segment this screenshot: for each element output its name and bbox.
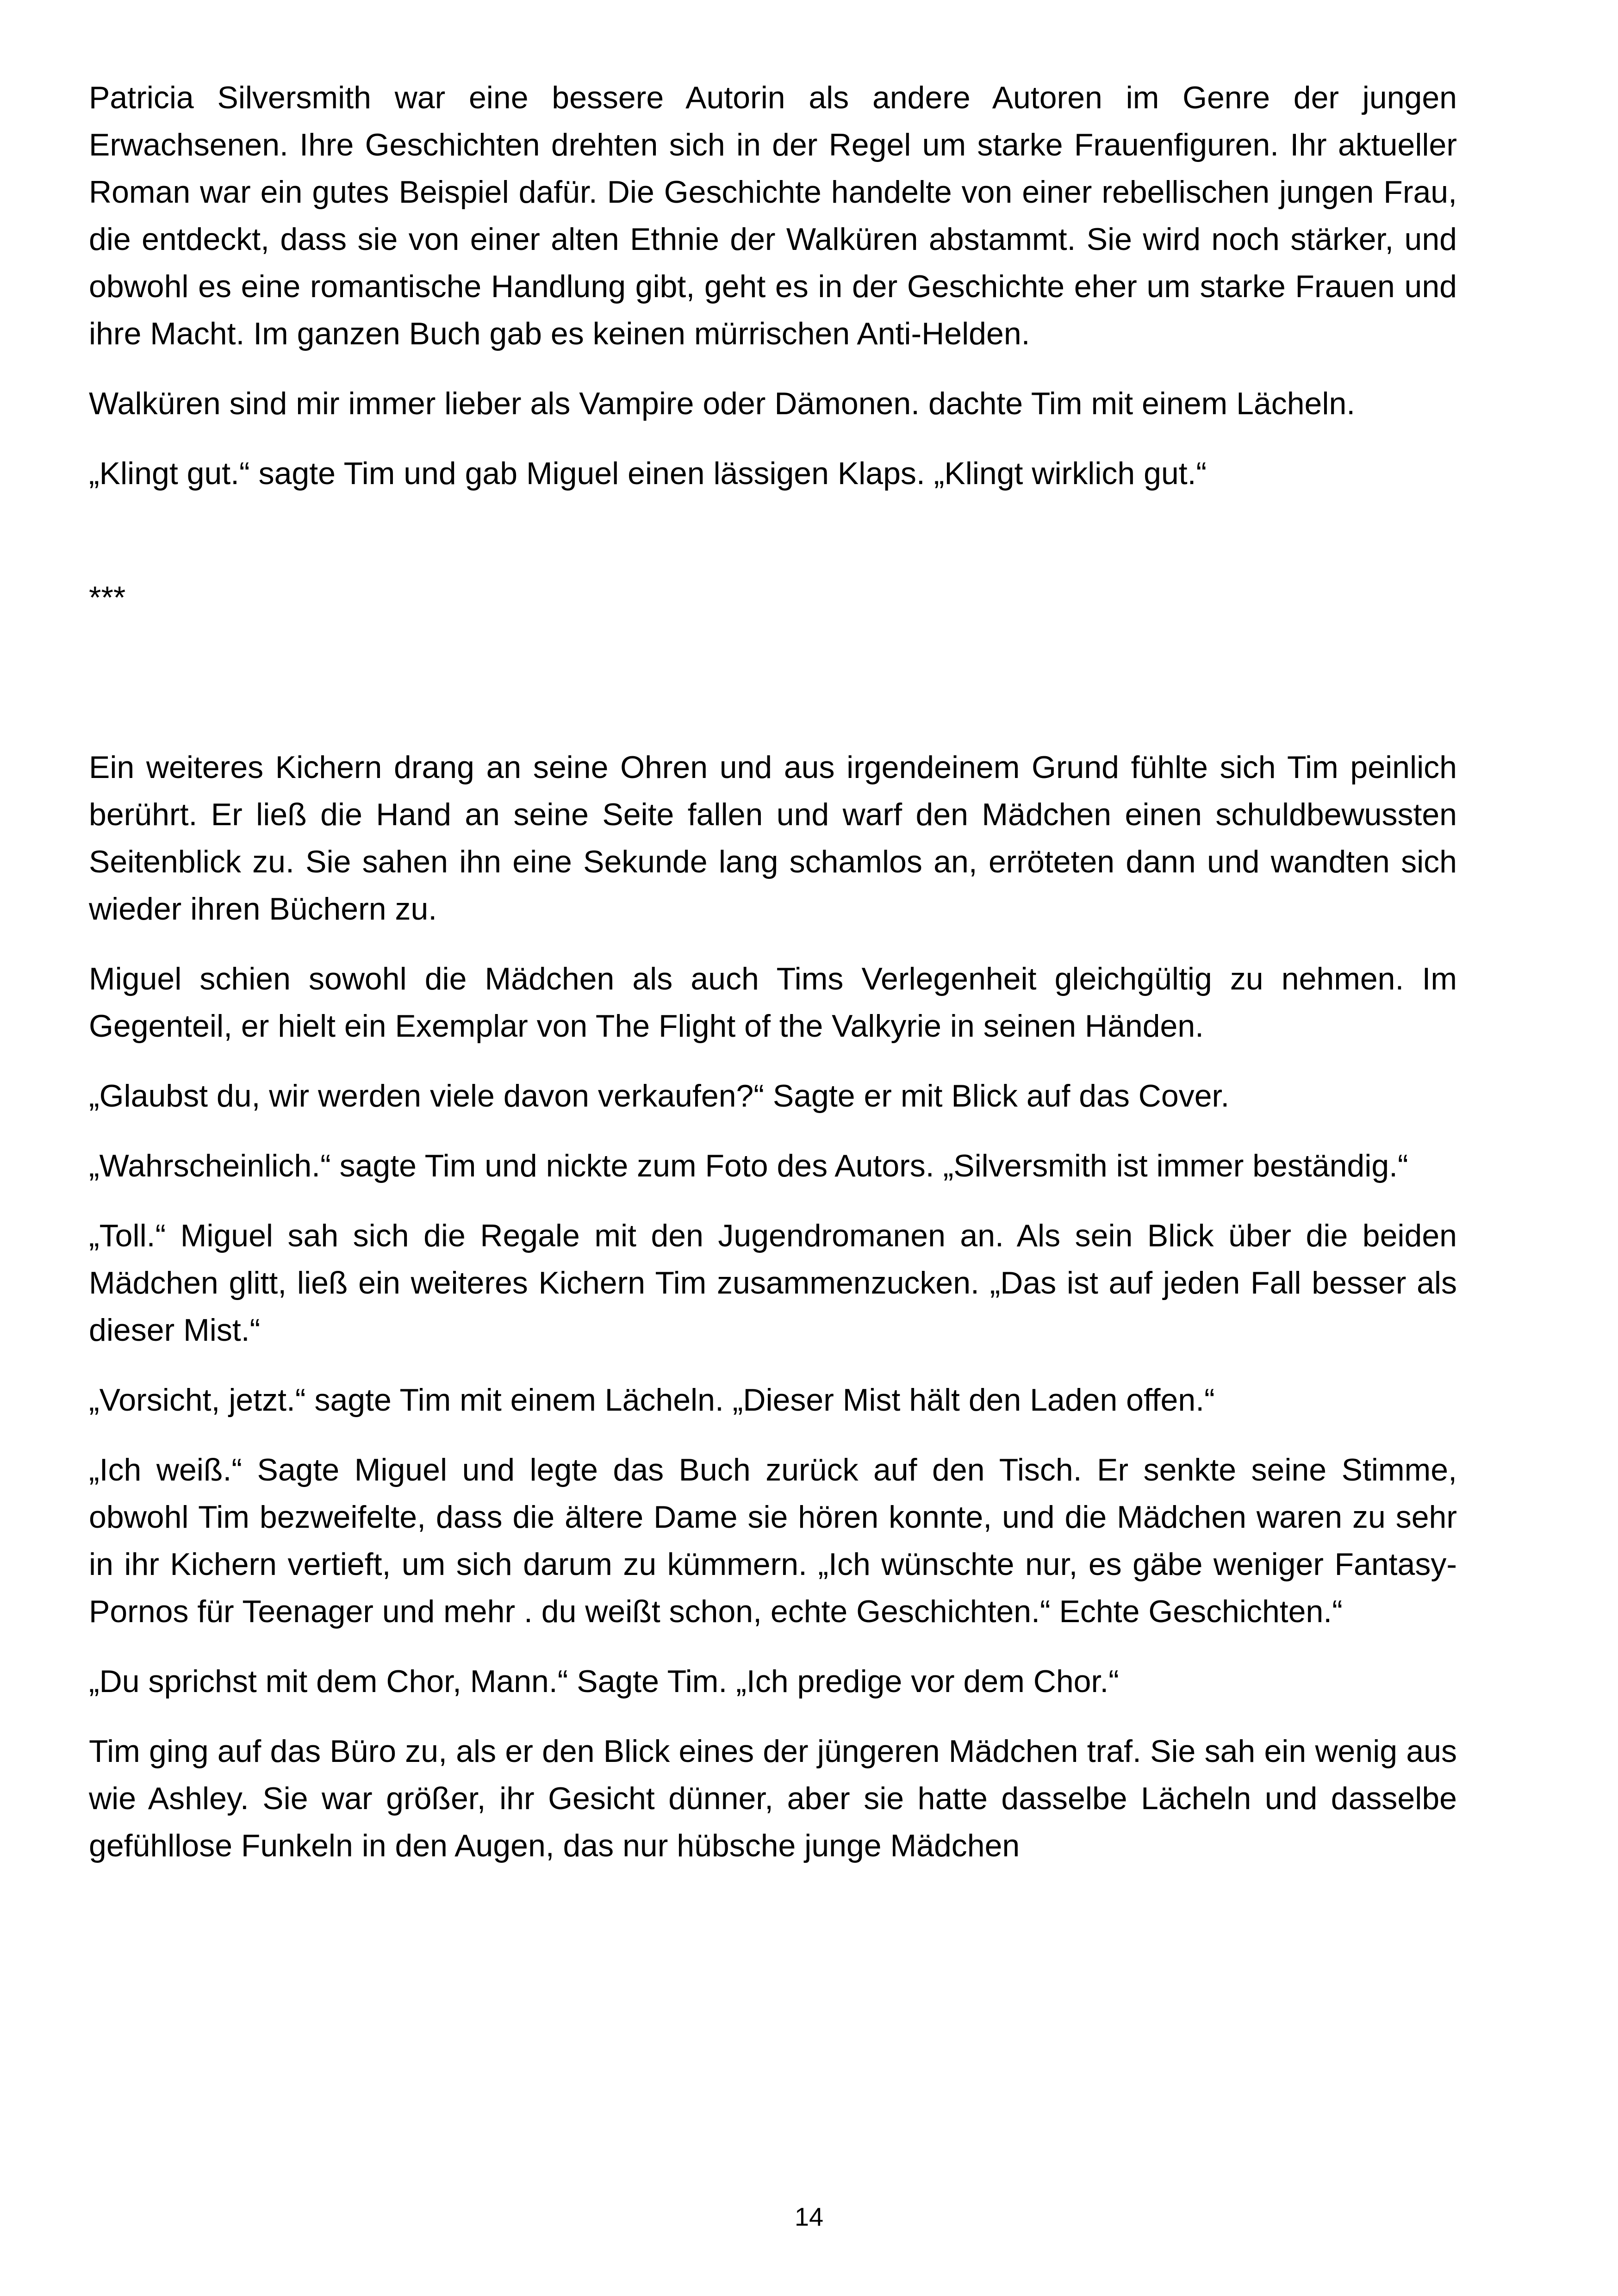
paragraph-buero: Tim ging auf das Büro zu, als er den Blick eines der jüngeren Mädchen traf. Sie sah ein wenig aus wie Ashley. Sie war größer, ihr Gesicht dünner, aber sie hatte dasselbe Lächeln und dasselbe gefühllose Funkeln in den Augen, das nur hübsche junge Mädchen bbox=[89, 1734, 1457, 1863]
paragraph-silversmith-intro: Patricia Silversmith war eine bessere Autorin als andere Autoren im Genre der jungen Erwachsenen. Ihre Geschichten drehten sich in der Regel um starke Frauenfiguren. Ihr aktueller Roman war ein gutes Beispiel dafür. Die Geschichte handelte von einer rebellischen jungen Frau, die entdeckt, dass sie von einer alten Ethnie der Walküren abstammt. Sie wird noch stärker, und obwohl es eine romantische Handlung gibt, geht es in der Geschichte eher um starke Frauen und ihre Macht. Im ganzen Buch gab es keinen mürrischen Anti-Helden. bbox=[89, 80, 1457, 351]
paragraph-vorsicht: „Vorsicht, jetzt.“ sagte Tim mit einem Lächeln. „Dieser Mist hält den Laden offen.“ bbox=[89, 1382, 1215, 1418]
paragraph-ich-weiss: „Ich weiß.“ Sagte Miguel und legte das Buch zurück auf den Tisch. Er senkte seine Stimme, obwohl Tim bezweifelte, dass die ältere Dame sie hören konnte, und die Mädchen waren zu sehr in ihr Kichern vertieft, um sich darum zu kümmern. „Ich wünschte nur, es gäbe weniger Fantasy-Pornos für Teenager und mehr . du weißt schon, echte Geschichten.“ Echte Geschichten.“ bbox=[89, 1452, 1457, 1629]
page-number: 14 bbox=[794, 2202, 824, 2231]
scene-separator: *** bbox=[89, 580, 126, 615]
document-page bbox=[89, 74, 1457, 2180]
paragraph-chor: „Du sprichst mit dem Chor, Mann.“ Sagte Tim. „Ich predige vor dem Chor.“ bbox=[89, 1664, 1119, 1699]
paragraph-wahrscheinlich: „Wahrscheinlich.“ sagte Tim und nickte zum Foto des Autors. „Silversmith ist immer beständig.“ bbox=[89, 1148, 1408, 1183]
paragraph-walkueren-thought: Walküren sind mir immer lieber als Vampire oder Dämonen. dachte Tim mit einem Lächeln. bbox=[89, 386, 1356, 421]
paragraph-kichern: Ein weiteres Kichern drang an seine Ohren und aus irgendeinem Grund fühlte sich Tim peinlich berührt. Er ließ die Hand an seine Seite fallen und warf den Mädchen einen schuldbewussten Seitenblick zu. Sie sahen ihn eine Sekunde lang schamlos an, erröteten dann und wandten sich wieder ihren Büchern zu. bbox=[89, 750, 1457, 927]
paragraph-glaubst-du: „Glaubst du, wir werden viele davon verkaufen?“ Sagte er mit Blick auf das Cover. bbox=[89, 1078, 1230, 1114]
paragraph-miguel-gleichgueltig: Miguel schien sowohl die Mädchen als auch Tims Verlegenheit gleichgültig zu nehmen. Im Gegenteil, er hielt ein Exemplar von The Flight of the Valkyrie in seinen Händen. bbox=[89, 961, 1457, 1044]
paragraph-klingt-gut: „Klingt gut.“ sagte Tim und gab Miguel einen lässigen Klaps. „Klingt wirklich gut.“ bbox=[89, 456, 1207, 491]
paragraph-toll: „Toll.“ Miguel sah sich die Regale mit den Jugendromanen an. Als sein Blick über die beiden Mädchen glitt, ließ ein weiteres Kichern Tim zusammenzucken. „Das ist auf jeden Fall besser als dieser Mist.“ bbox=[89, 1218, 1457, 1348]
